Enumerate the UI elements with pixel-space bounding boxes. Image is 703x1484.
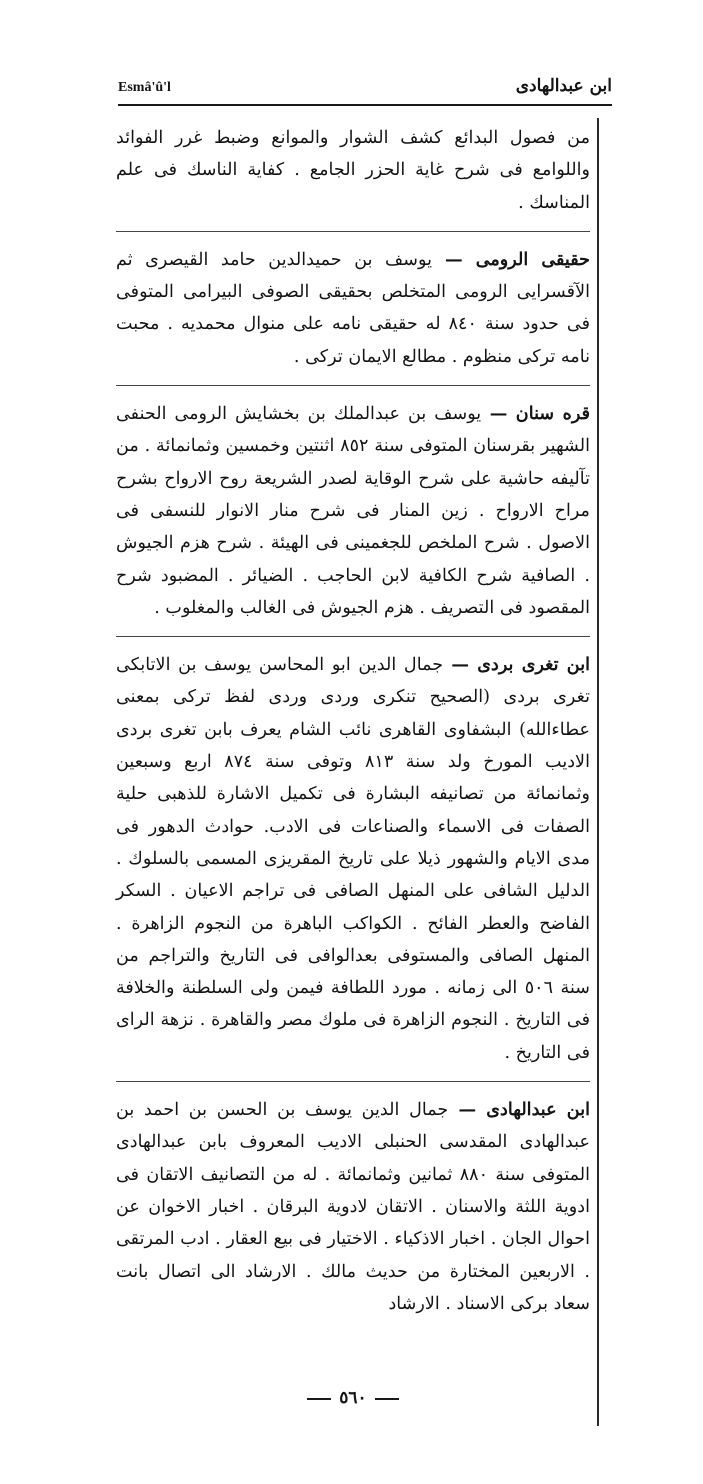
entry-ibn-abd-al-hadi bbox=[116, 1094, 590, 1320]
page-number bbox=[116, 1388, 590, 1408]
entry-text: یوسف بن حمیدالدین حامد القیصری ثم الآقسرایی الرومی المتخلص بحقیقی الصوفی البیرامی المتوفی فی حدود سنة ٨٤٠ له حقیقی نامه علی منوال محمدیه . محبت نامه تركی منظوم . مطالع الایمان تركی . bbox=[116, 249, 590, 367]
entry-head: ابن تغری بردی — bbox=[443, 654, 590, 676]
header-rule bbox=[118, 104, 612, 106]
entry-qara-sinan bbox=[116, 398, 590, 624]
entry-separator bbox=[116, 231, 590, 232]
text-column bbox=[116, 122, 590, 1332]
entry-head: قره سنان — bbox=[481, 403, 590, 425]
entry-text: جمال الدین یوسف بن الحسن بن احمد بن عبدالهادی المقدسی الحنبلی الادیب المعروف بابن عبدالهادی المتوفی سنة ٨٨٠ ثمانین وثمانمائة . له من التصانیف الاتقان فی ادویة اللثة والاسنان . الاتقان لادویة البرقان . اخبار الاخوان عن احوال الجان . اخبار الاذكیاء . الاختیار فی بیع العقار . ادب المرتقی . الاربعین المختارة من حدیث مالك . الارشاد الی اتصال بانت سعاد بركی الاسناد . الارشاد bbox=[116, 1100, 591, 1314]
entry-head: ابن عبدالهادی — bbox=[448, 1099, 590, 1121]
entry-head: حقیقی الرومی — bbox=[431, 248, 590, 270]
entry-text: من فصول البدائع كشف الشوار والموانع وضبط غرر الفوائد واللوامع فی شرح غاية الحزر الجامع . كفاية الناسك فی علم المناسك . bbox=[116, 128, 590, 213]
folio-dash bbox=[307, 1398, 331, 1400]
entry-haqiqi bbox=[116, 244, 590, 373]
running-title-latin: Esmâ'û'l bbox=[118, 80, 171, 95]
entry-ibn-taghri-birdi bbox=[116, 649, 590, 1069]
entry-text: یوسف بن عبدالملك بن بخشایش الرومی الحنفی الشهیر بقرسنان المتوفی سنة ٨٥٢ اثنتین وخمسین وثمانمائة . من تآلیفه حاشیة علی شرح الوقایة لصدر الشریعة روح الارواح بشرح مراح الارواح . زین المنار فی شرح منار الانوار للنسفی فی الاصول . شرح الملخص للجغمینی فی الهیئة . شرح هزم الجیوش . الصافیة شرح الكافیة لابن الحاجب . الضیائر . المضبود شرح المقصود فی التصریف . هزم الجیوش فی الغالب والمغلوب . bbox=[116, 404, 591, 618]
entry-text: جمال الدین ابو المحاسن یوسف بن الاتابكی تغری بردی (الصحیح تنكری وردی وردی لفظ تركی بمعنی عطاءالله) البشفاوی القاهری نائب الشام یعرف بابن تغری بردی الادیب المورخ ولد سنة ٨١٣ وتوفی سنة ٨٧٤ اربع وسبعین وثمانمائة من تصانیفه البشارة فی تكمیل الاشارة للذهبی حلیة الصفات فی الاسماء والصناعات فی الادب. حوادث الدهور فی مدی الایام والشهور ذیلا علی تاریخ المقریزی المسمی بالسلوك . الدلیل الشافی علی المنهل الصافی فی تراجم الاعیان . السكر الفاضح والعطر الفائح . الكواكب الباهرة من النجوم الزاهرة . المنهل الصافی والمستوفی بعدالوافی فی التاریخ والتراجم من سنة ٥٠٦ الی زمانه . مورد اللطافة فیمن ولی السلطنة والخلافة فی التاریخ . النجوم الزاهرة فی ملوك مصر والقاهرة . نزهة الرای فی التاریخ . bbox=[116, 655, 590, 1063]
entry-separator bbox=[116, 385, 590, 386]
entry-separator bbox=[116, 636, 590, 637]
running-title: ابن عبدالهادی bbox=[515, 76, 612, 96]
folio-dash bbox=[375, 1398, 399, 1400]
entry-separator bbox=[116, 1081, 590, 1082]
page-number-text: ٥٦٠ bbox=[339, 1388, 367, 1408]
entry-continuation bbox=[116, 122, 590, 219]
column-rule bbox=[597, 118, 599, 1426]
